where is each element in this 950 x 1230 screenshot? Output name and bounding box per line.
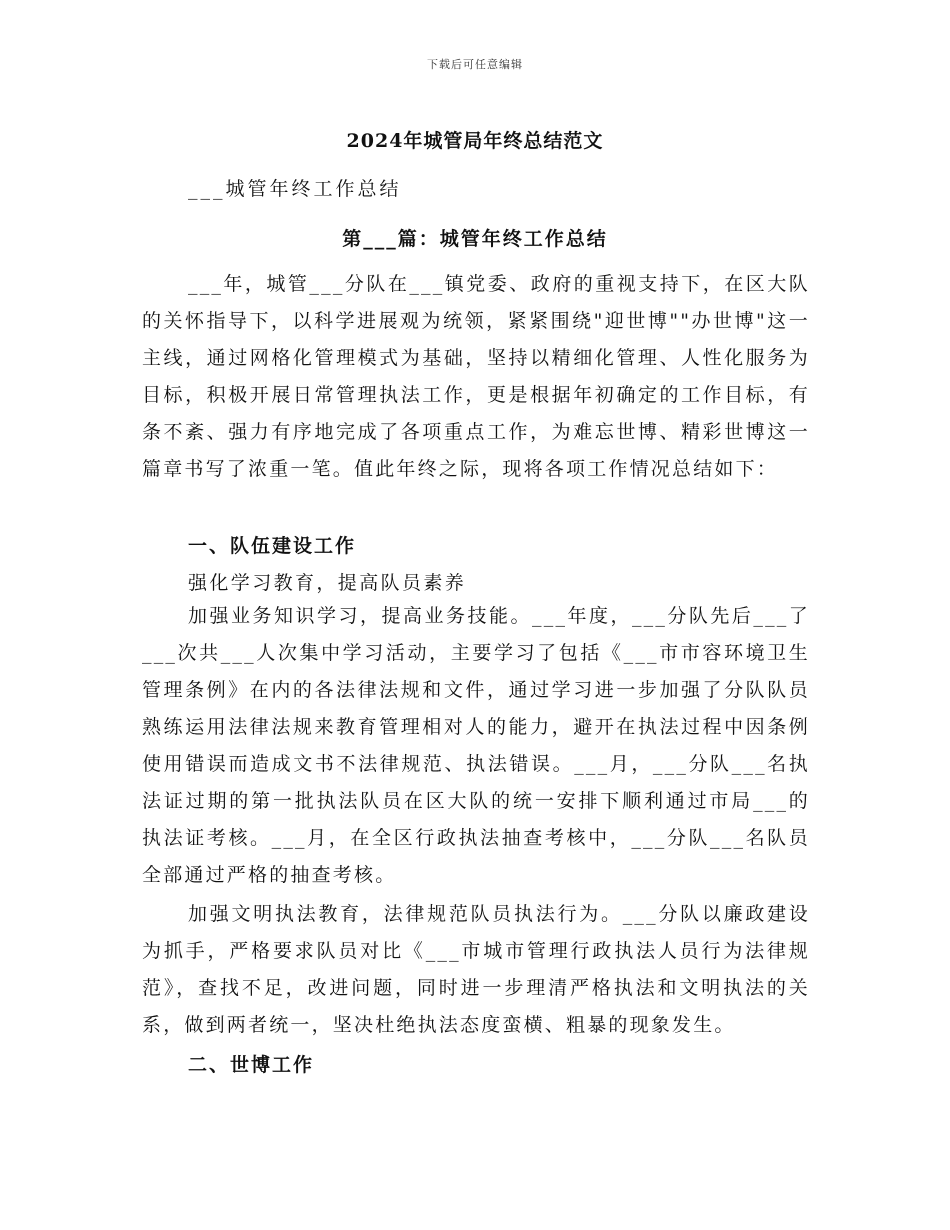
document-subtitle: ___城管年终工作总结 (188, 178, 402, 200)
study-paragraph: 加强业务知识学习，提高业务技能。___年度，___分队先后___了___次共___人次集中学习活动，主要学习了包括《___市市容环境卫生管理条例》在内的各法律法规和文件，通过学习进一步加强了分队队员熟练运用法律法规来教育管理相对人的能力，避开在执法过程中因条例使用错误而造成文书不法律规范、执法错误。___月，___分队___名执法证过期的第一批执法队员在区大队的统一安排下顺利通过市局___的执法证考核。___月，在全区行政执法抽查考核中，___分队___名队员全部通过严格的抽查考核。 (142, 605, 810, 886)
heading-expo-work: 二、世博工作 (188, 1054, 315, 1076)
heading-team-building: 一、队伍建设工作 (188, 535, 357, 557)
page-header-note: 下载后可任意编辑 (427, 58, 523, 71)
intro-paragraph: ___年，城管___分队在___镇党委、政府的重视支持下，在区大队的关怀指导下，以科学进展观为统领，紧紧围绕"迎世博""办世博"这一主线，通过网格化管理模式为基础，坚持以精细化管理、人性化服务为目标，积极开展日常管理执法工作，更是根据年初确定的工作目标，有条不紊、强力有序地完成了各项重点工作，为难忘世博、精彩世博这一篇章书写了浓重一笔。值此年终之际，现将各项工作情况总结如下： (142, 273, 810, 480)
subheading-study-education: 强化学习教育，提高队员素养 (188, 572, 467, 594)
civil-enforcement-paragraph: 加强文明执法教育，法律规范队员执法行为。___分队以廉政建设为抓手，严格要求队员对比《___市城市管理行政执法人员行为法律规范》，查找不足，改进问题，同时进一步理清严格执法和文明执法的关系，做到两者统一，坚决杜绝执法态度蛮横、粗暴的现象发生。 (142, 903, 810, 1036)
section-heading: 第___篇：城管年终工作总结 (342, 228, 608, 250)
document-title: 2024年城管局年终总结范文 (346, 130, 604, 152)
